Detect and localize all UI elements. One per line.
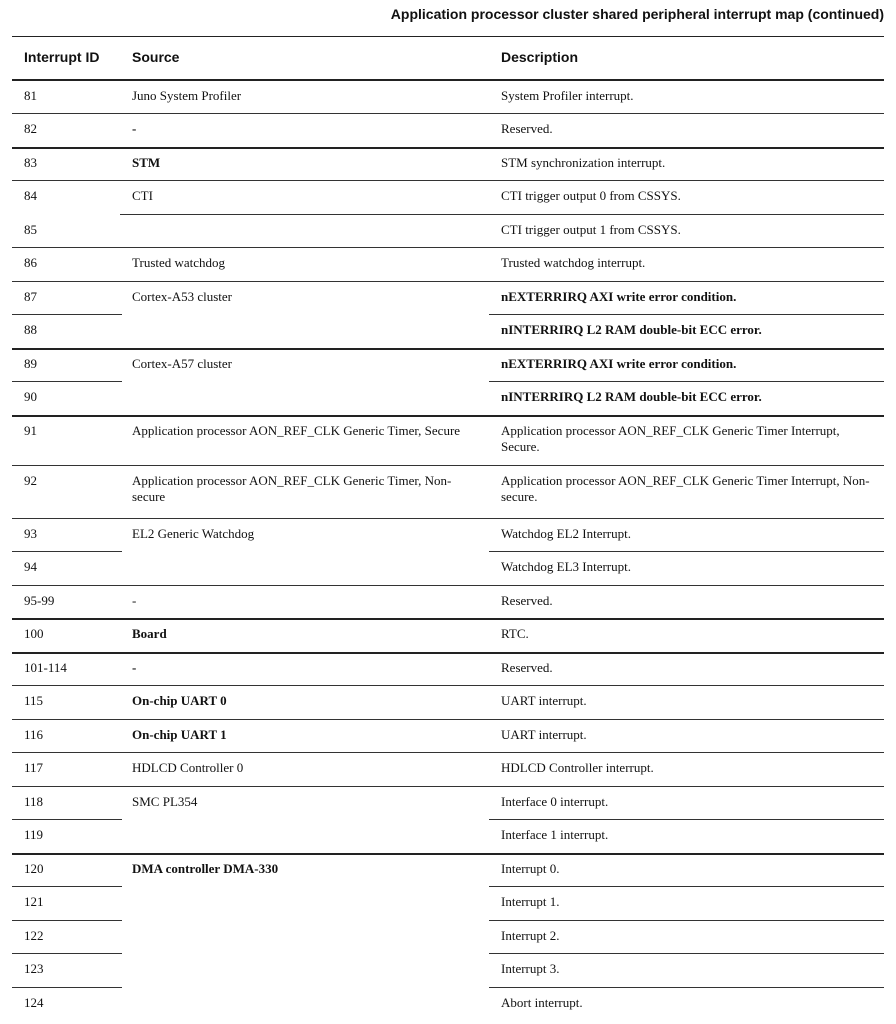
description-cell: nEXTERRIRQ AXI write error condition.	[501, 289, 737, 304]
source-cell: EL2 Generic Watchdog	[132, 526, 255, 541]
interrupt-id-cell: 93	[24, 526, 37, 541]
description-cell: nINTERRIRQ L2 RAM double-bit ECC error.	[501, 322, 762, 337]
interrupt-id-cell: 90	[24, 389, 37, 404]
interrupt-id-cell: 116	[24, 727, 44, 742]
interrupt-id-cell: 123	[24, 961, 44, 976]
table-row	[12, 719, 884, 752]
interrupt-id-cell: 86	[24, 255, 37, 270]
row-divider	[12, 281, 884, 282]
interrupt-id-cell: 89	[24, 356, 37, 371]
table-row	[12, 786, 884, 819]
description-cell: STM synchronization interrupt.	[501, 155, 666, 170]
row-divider	[12, 652, 884, 654]
row-divider	[12, 719, 884, 720]
row-divider	[12, 147, 884, 149]
source-cell: -	[132, 121, 137, 136]
row-divider	[12, 585, 884, 586]
row-divider	[12, 465, 884, 466]
source-cell: Application processor AON_REF_CLK Generic Timer, Non-secure	[132, 473, 452, 504]
description-cell: CTI trigger output 0 from CSSYS.	[501, 188, 681, 203]
source-cell: Cortex-A53 cluster	[132, 289, 233, 304]
description-cell: HDLCD Controller interrupt.	[501, 760, 654, 775]
description-cell: Reserved.	[501, 121, 553, 136]
row-divider	[489, 920, 884, 921]
table-row	[12, 987, 884, 1021]
row-divider	[12, 618, 884, 620]
description-cell: Application processor AON_REF_CLK Generic Timer Interrupt, Non-secure.	[501, 473, 870, 504]
table-row	[12, 113, 884, 147]
table-header	[12, 36, 884, 81]
row-divider	[489, 551, 884, 552]
table-row	[12, 953, 884, 987]
description-cell: nEXTERRIRQ AXI write error condition.	[501, 356, 737, 371]
interrupt-id-cell: 82	[24, 121, 37, 136]
interrupt-id-cell: 81	[24, 88, 37, 103]
description-cell: Interrupt 3.	[501, 961, 560, 976]
source-cell: On-chip UART 1	[132, 727, 227, 742]
description-cell: Interrupt 1.	[501, 894, 560, 909]
source-cell: Application processor AON_REF_CLK Generic Timer, Secure	[132, 423, 461, 438]
source-cell: DMA controller DMA-330	[132, 861, 279, 876]
table-row	[12, 652, 884, 685]
interrupt-id-cell: 84	[24, 188, 37, 203]
interrupt-id-cell: 120	[24, 861, 44, 876]
description-cell: nINTERRIRQ L2 RAM double-bit ECC error.	[501, 389, 762, 404]
row-divider	[12, 348, 884, 350]
row-divider	[12, 415, 884, 417]
row-divider	[12, 853, 884, 855]
table-row	[12, 853, 884, 886]
table-row	[12, 247, 884, 281]
table-row	[12, 752, 884, 786]
row-divider	[12, 113, 884, 114]
interrupt-id-cell: 122	[24, 928, 44, 943]
source-cell: STM	[132, 155, 161, 170]
table-row	[12, 886, 884, 920]
description-cell: Abort interrupt.	[501, 995, 583, 1010]
table-row	[12, 214, 884, 247]
interrupt-id-cell: 101-114	[24, 660, 67, 675]
row-divider	[489, 886, 884, 887]
interrupt-id-cell: 95-99	[24, 593, 55, 608]
source-cell: CTI	[132, 188, 153, 203]
table-caption: Application processor cluster shared peripheral interrupt map (continued)	[390, 6, 884, 22]
table-row	[12, 314, 884, 348]
interrupt-id-cell: 87	[24, 289, 37, 304]
source-cell: Juno System Profiler	[132, 88, 242, 103]
description-cell: Trusted watchdog interrupt.	[501, 255, 646, 270]
description-cell: Interface 1 interrupt.	[501, 827, 609, 842]
description-cell: System Profiler interrupt.	[501, 88, 634, 103]
description-cell: UART interrupt.	[501, 693, 587, 708]
table-row	[12, 618, 884, 652]
table-row	[12, 685, 884, 719]
row-divider	[12, 953, 122, 954]
header-description: Description	[501, 49, 579, 65]
description-cell: UART interrupt.	[501, 727, 587, 742]
table-row	[12, 348, 884, 381]
description-cell: Watchdog EL2 Interrupt.	[501, 526, 631, 541]
row-divider	[12, 685, 884, 686]
description-cell: Reserved.	[501, 660, 553, 675]
interrupt-id-cell: 91	[24, 423, 37, 438]
description-cell: Interrupt 0.	[501, 861, 560, 876]
row-divider	[12, 551, 122, 552]
interrupt-id-cell: 100	[24, 626, 44, 641]
interrupt-id-cell: 85	[24, 222, 37, 237]
row-divider	[12, 987, 122, 988]
row-divider	[489, 987, 884, 988]
source-cell: -	[132, 593, 137, 608]
interrupt-id-cell: 117	[24, 760, 44, 775]
source-cell: Cortex-A57 cluster	[132, 356, 233, 371]
row-divider	[489, 314, 884, 315]
row-divider	[12, 920, 122, 921]
source-cell: HDLCD Controller 0	[132, 760, 244, 775]
source-cell: On-chip UART 0	[132, 693, 227, 708]
row-divider	[12, 752, 884, 753]
row-divider	[489, 953, 884, 954]
row-divider	[12, 786, 884, 787]
interrupt-id-cell: 88	[24, 322, 37, 337]
interrupt-id-cell: 92	[24, 473, 37, 488]
row-divider	[12, 381, 122, 382]
row-divider	[12, 886, 122, 887]
table-row	[12, 80, 884, 113]
description-cell: RTC.	[501, 626, 529, 641]
header-source: Source	[132, 49, 180, 65]
interrupt-id-cell: 118	[24, 794, 44, 809]
source-cell: Trusted watchdog	[132, 255, 226, 270]
table-row	[12, 180, 884, 214]
row-divider	[12, 518, 884, 519]
interrupt-id-cell: 119	[24, 827, 44, 842]
description-cell: Reserved.	[501, 593, 553, 608]
row-divider	[120, 214, 884, 215]
table-row	[12, 465, 884, 518]
interrupt-id-cell: 121	[24, 894, 44, 909]
interrupt-id-cell: 83	[24, 155, 37, 170]
description-cell: Interrupt 2.	[501, 928, 560, 943]
row-divider	[12, 247, 884, 248]
row-divider	[12, 314, 122, 315]
table-row	[12, 920, 884, 953]
table-row	[12, 518, 884, 551]
source-cell: -	[132, 660, 137, 675]
table-row	[12, 551, 884, 585]
row-divider	[12, 819, 122, 820]
description-cell: Application processor AON_REF_CLK Generic Timer Interrupt, Secure.	[501, 423, 840, 454]
interrupt-id-cell: 115	[24, 693, 44, 708]
source-cell: SMC PL354	[132, 794, 198, 809]
header-interrupt-id: Interrupt ID	[24, 49, 100, 65]
table-row	[12, 415, 884, 465]
table-row	[12, 147, 884, 180]
table-row	[12, 281, 884, 314]
description-cell: Watchdog EL3 Interrupt.	[501, 559, 631, 574]
description-cell: CTI trigger output 1 from CSSYS.	[501, 222, 681, 237]
interrupt-id-cell: 94	[24, 559, 37, 574]
table-row	[12, 585, 884, 618]
row-divider	[489, 381, 884, 382]
row-divider	[12, 180, 884, 181]
interrupt-id-cell: 124	[24, 995, 44, 1010]
source-cell: Board	[132, 626, 167, 641]
row-divider	[489, 819, 884, 820]
description-cell: Interface 0 interrupt.	[501, 794, 609, 809]
table-row	[12, 381, 884, 415]
table-row	[12, 819, 884, 853]
